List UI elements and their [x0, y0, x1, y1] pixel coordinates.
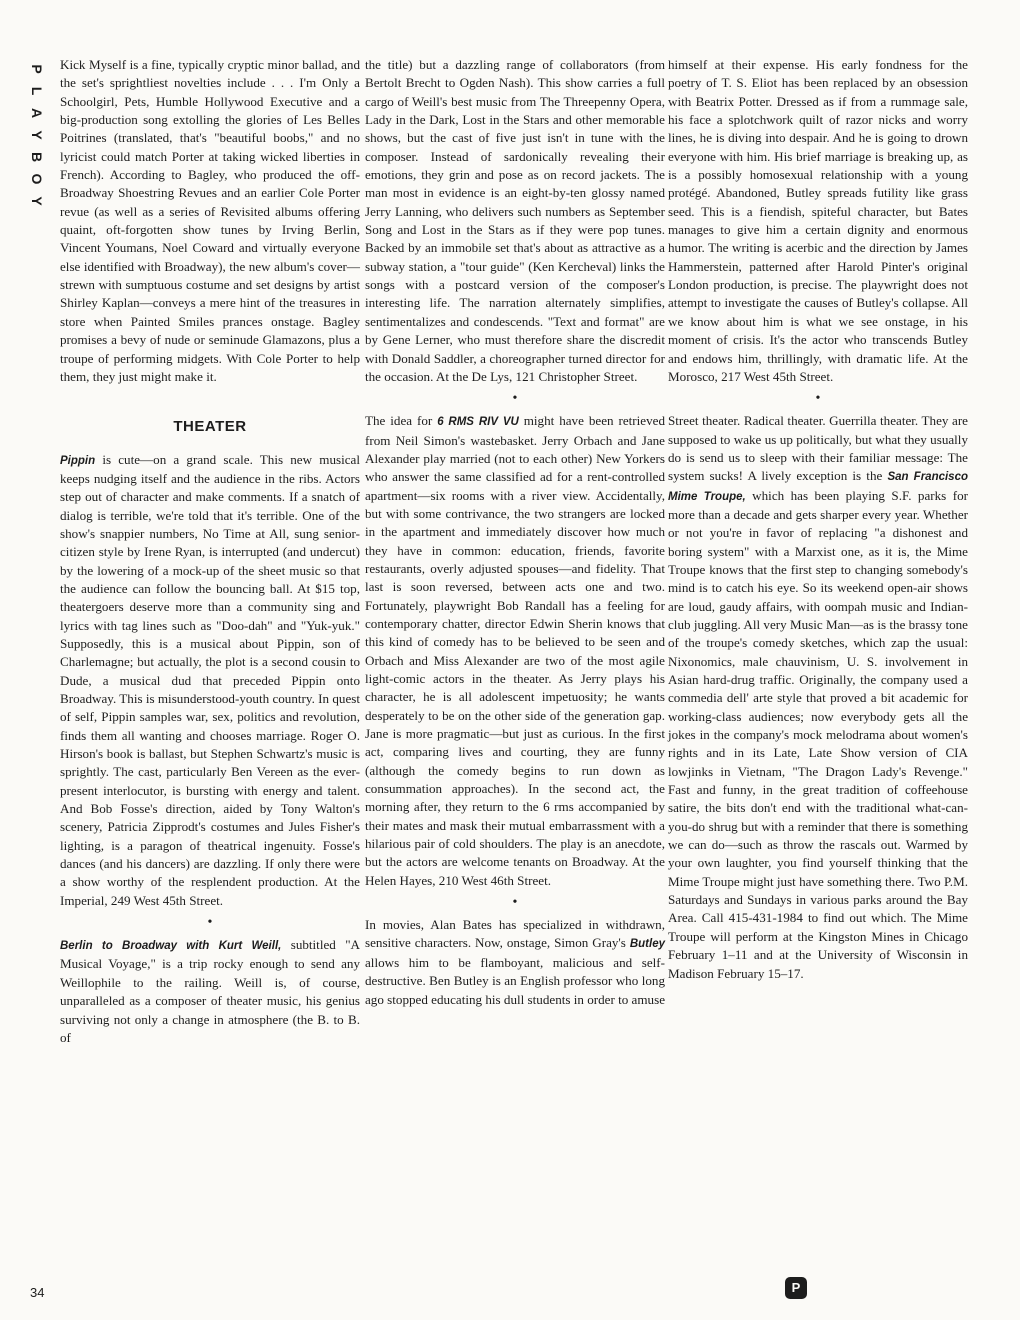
show-title: San Francisco Mime Troupe,	[668, 471, 968, 503]
column-1	[60, 56, 360, 1047]
page-number: 34	[30, 1285, 45, 1300]
review-berlin	[60, 936, 360, 1047]
separator-bullet: •	[207, 915, 213, 931]
review-mime-troupe	[668, 412, 968, 983]
column-2	[365, 56, 665, 1009]
review-text: subtitled "A Musical Voyage," is a trip rocky enough to send any Weillophile to the railing. Weill is, of course, unparalleled as a composer of theater music, his genius surviving not only a change in atmosphere (the B. to B. of	[60, 937, 360, 1045]
masthead	[27, 58, 47, 212]
section-heading: THEATER	[173, 418, 247, 436]
masthead-letter: O	[29, 173, 45, 185]
review-continued: himself at their expense. His early fondness for the poetry of T. S. Eliot has been replaced by an obsession with Beatrix Potter. Dressed as if from a rummage sale, his face a splotchwork quilt of razor nicks and worry lines, he is diving into despair. And he is going to drown everyone with him. His brief marriage is breaking up, as is a possibly homosexual relationship with a young protégé. Abandoned, Butley spreads futility like grass seed. This is a fiendish, spiteful character, but Bates manages to give him a certain dignity and enormous humor. The writing is acerbic and the direction by James Hammerstein, patterned after Harold Pinter's original London production, is precise. The playwright does not attempt to investigate the causes of Butley's collapse. All we know about him is what we see onstage, in his moment of crisis. It's the actor who transcends Butley and endows him, thrillingly, with dramatic life. At the Morosco, 217 West 45th Street.	[668, 57, 968, 384]
masthead-letter: Y	[29, 196, 45, 206]
review-continued: the title) but a dazzling range of collaborators (from Bertolt Brecht to Ogden Nash). This show carries a full cargo of Weill's best music from The Threepenny Opera, Lady in the Dark, Lost in the Stars and other memorable shows, but the cast of five just isn't in tune with the composer. Instead of sardonically revealing their emotions, they grin and pose as on record jackets. The man most in evidence is an eight-by-ten glossy named Jerry Lanning, who delivers such numbers as September Song and Lost in the Stars as if they were pop tunes. Backed by an immobile set that's about as attractive as a subway station, a "tour guide" (Ken Kercheval) links the songs with a postcard version of the composer's interesting life. The narration alternately simplifies, sentimentalizes and condescends. "Text and format" are by Gene Lerner, who must therefore share the discredit with Donald Saddler, a choreographer turned director for the occasion. At the De Lys, 121 Christopher Street.	[365, 57, 665, 384]
review-butley	[365, 916, 665, 1009]
masthead-letter: B	[29, 151, 45, 163]
separator-bullet: •	[512, 391, 518, 407]
masthead-letter: A	[29, 107, 45, 119]
review-text: which has been playing S.F. parks for more than a decade and gets sharper every year. Whether or not you're in favor of replacing "a dishonest and boring system" with a Marxist one, as it is, the Mime Troupe knows that the first step to changing somebody's mind is to catch his eye. So its weekend open-air shows are loud, gaudy affairs, with oompah music and Indian-club juggling. All very Music Man—as is the brassy tone of the troupe's comedy sketches, which zap the usual: Nixonomics, male chauvinism, U. S. involvement in Asian hard-drug traffic. Originally, the company used a commedia dell' arte style that proved a bit academic for working-class audiences; now everybody gets all the jokes in the company's mock melodrama about women's rights and in its Late, Late Show version of CIA lowjinks in Vietnam, "The Dragon Lady's Revenge." Fast and funny, in the great tradition of coffeehouse satire, the bits don't end with the traditional what-can-you-do shrug but with a reminder that there is something we can do—such as throw the rascals out. Warmed by your own laughter, you find yourself thinking that the Mime Troupe might just have something there. Two P.M. Saturdays and Sundays in various parks around the Bay Area. Call 415-431-1984 to find out which. The Mime Troupe will perform at the Kingston Mines in Chicago February 1–11 and at the University of Wisconsin in Madison February 15–17.	[668, 487, 968, 981]
review-text: In movies, Alan Bates has specialized in withdrawn, sensitive characters. Now, onstage, Simon Gray's	[365, 917, 665, 951]
column-3	[668, 56, 968, 983]
show-title: 6 RMS RIV VU	[437, 416, 519, 429]
review-text: is cute—on a grand scale. This new musical keeps nudging itself and the audience in the ribs. Actors step out of character and make comments. If a snatch of dialog is terrible, we're told that it's terrible. One of the show's snappier numbers, No Time at All, sung senior-citizen style by Irene Ryan, is interrupted (and undercut) by the lowering of a mock-up of the sheet music so that the audience can follow the bouncing ball. At $15 top, theatergoers deserve more than a community sing and lyrics with tag lines such as "Doo-dah" and "Yuk-yuk." Supposedly, this is a musical about Pippin, son of Charlemagne; but actually, the plot is a second cousin to Dude, a musical dud that preceded Pippin onto Broadway. This is misunderstood-youth country. In quest of self, Pippin samples war, sex, politics and revolution, finds them all wanting and chooses marriage. Roger O. Hirson's book is ballast, but Stephen Schwartz's music is sprightly. The cast, particularly Ben Vereen as the ever-present interlocutor, is bursting with energy and talent. And Bob Fosse's direction, aided by Tony Walton's scenery, Patricia Zipprodt's costumes and Jules Fisher's lighting, is a paragon of theatrical ingenuity. Fosse's dances (and his dancers) are dazzling. If only there were a show worthy of the resplendent production. At the Imperial, 249 West 45th Street.	[60, 451, 360, 908]
review-text: allows him to be flamboyant, malicious and self-destructive. Ben Butley is an English professor who long ago stopped educating his dull students in order to amuse	[365, 954, 666, 1007]
separator-bullet: •	[815, 391, 821, 407]
review-6-rms	[365, 412, 665, 890]
review-text: might have been retrieved from Neil Simon's wastebasket. Jerry Orbach and Jane Alexander play married (not to each other) New Yorkers who answer the same classified ad for a rent-controlled apartment—six rooms with a river view. Accidentally, but with some contrivance, the two strangers are locked in the apartment and immediately discover how much they have in common: education, friends, favorite restaurants, overly adjusted spouses—and fidelity. That last is soon reversed, between acts one and two. Fortunately, playwright Bob Randall has a feeling for contemporary chatter, director Edwin Sherin knows that this kind of comedy has to be believed to be seen and Orbach and Miss Alexander are two of the most agile light-comic actors in the theater. As Jerry plays his character, he is all adolescent impetuosity; he wants desperately to be on the other side of the generation gap. Jane is more pragmatic—but just as curious. In the first act, comparing lives and courting, they are funny (although the comedy begins to run down as consummation approaches). In the second act, the morning after, they return to the 6 rms accompanied by their mates and mask their mutual embarrassment with a hilarious pair of cold shoulders. The play is an anecdote, but the actors are welcome tenants on Broadway. At the Helen Hayes, 210 West 46th Street.	[365, 413, 665, 888]
show-title: Butley	[629, 938, 665, 951]
review-pippin	[60, 451, 360, 911]
separator-bullet: •	[512, 895, 518, 911]
review-text: Street theater. Radical theater. Guerrilla theater. They are supposed to wake us up politically, but what they usually do is send us to sleep with their familiar message: The system sucks! A lively exception is the	[668, 413, 968, 484]
end-mark-icon: P	[785, 1277, 807, 1299]
masthead-letter: P	[29, 64, 45, 74]
show-title: Berlin to Broadway with Kurt Weill,	[60, 940, 282, 953]
show-title: Pippin	[60, 454, 96, 467]
article-paragraph: Kick Myself is a fine, typically cryptic minor ballad, and the set's sprightliest novelties include . . . I'm Only a Schoolgirl, Pets, Humble Hollywood Executive and a big-production song extolling the glories of Les Belles Poitrines (translated, that's "beautiful boobs," and no lyricist could match Porter at taking wicked liberties in French). According to Bagley, who produced the off-Broadway Shoestring Revues and an earlier Cole Porter revue (as well as a series of Revisited albums offering quaint, oft-forgotten show tunes by Irving Berlin, Vincent Youmans, Noel Coward and virtually everyone else identified with Broadway), the new album's cover—strewn with sumptuous costume and set designs by artist Shirley Kaplan—conveys a mere hint of the treasures in store when Painted Smiles prances onstage. Bagley promises a bevy of nude or seminude Glamazons, plus a troupe of performing midgets. With Cole Porter to help them, they just might make it.	[60, 57, 360, 384]
masthead-letter: Y	[29, 130, 45, 140]
review-text: The idea for	[365, 413, 438, 429]
masthead-letter: L	[29, 86, 45, 96]
